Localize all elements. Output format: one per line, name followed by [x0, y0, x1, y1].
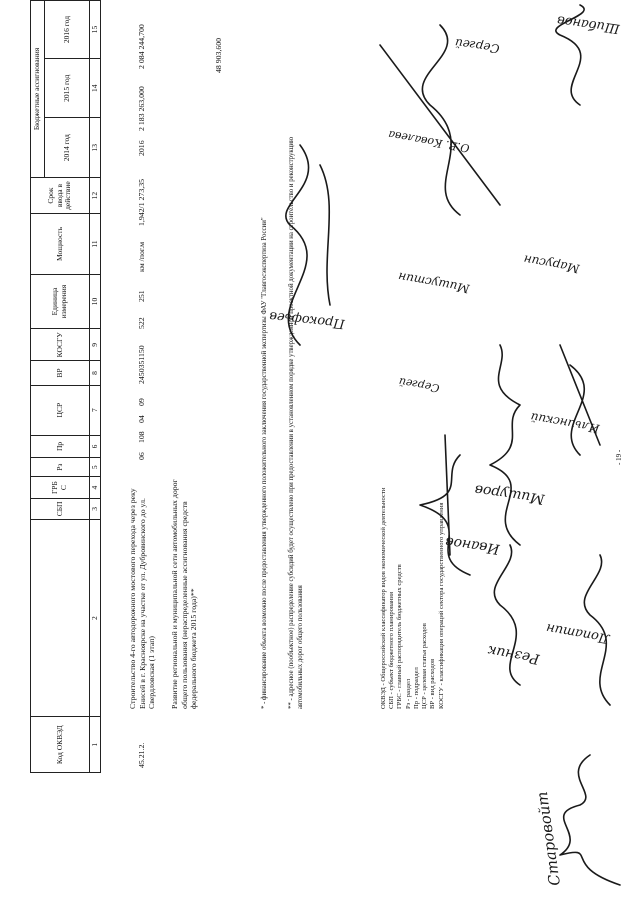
- svg-text:Иванов: Иванов: [444, 533, 501, 557]
- col-number: 3: [90, 499, 101, 520]
- header-kosgu: КОСГУ: [31, 329, 90, 361]
- legend-item: КОСГУ - классификация операций сектора государственного управления: [437, 502, 445, 709]
- header-budget-group: Бюджетные ассигнования: [31, 1, 45, 178]
- row1-spb: 06: [137, 452, 146, 460]
- legend-item: СБП - субъект бюджетного планирования: [388, 592, 396, 709]
- header-rz: Рз: [31, 458, 90, 477]
- svg-text:Шибанов: Шибанов: [556, 12, 621, 36]
- svg-text:О.В. Ковалева: О.В. Ковалева: [387, 127, 471, 155]
- svg-text:Резник: Резник: [486, 642, 541, 667]
- header-pr: Пр: [31, 435, 90, 458]
- signature: [269, 145, 347, 345]
- col-number: 5: [90, 458, 101, 477]
- svg-text:Прокофьев: Прокофьев: [268, 308, 346, 331]
- row1-unit: км /пог.м: [137, 241, 146, 272]
- row1-grbs: 108: [137, 431, 146, 443]
- header-spb: СБП: [31, 499, 90, 520]
- row1-term: 2016: [137, 140, 146, 156]
- svg-text:Марусин: Марусин: [522, 252, 581, 276]
- legend-item: ГРБС - главный распорядитель бюджетных средств: [396, 564, 404, 709]
- signature: [530, 345, 602, 455]
- row1-rz: 04: [137, 415, 146, 423]
- legend-item: ОКВЭД - Общероссийский классификатор видов экономической деятельности: [380, 487, 387, 709]
- signature: [556, 5, 622, 105]
- col-number: 4: [90, 477, 101, 499]
- signature: [474, 345, 547, 545]
- signature: [533, 755, 620, 887]
- header-year-2016: 2016 год: [45, 1, 90, 59]
- header-unit: Единица измерения: [31, 274, 90, 328]
- col-number: 7: [90, 385, 101, 435]
- signature: [398, 375, 441, 395]
- header-vr: ВР: [31, 361, 90, 385]
- svg-text:Старовойт: Старовойт: [532, 790, 564, 887]
- header-capacity: Мощность: [31, 214, 90, 275]
- footnote-star2-line2: автомобильных дорог общего пользования: [297, 585, 304, 709]
- svg-text:Сергей: Сергей: [397, 374, 441, 395]
- row1-y2014: 2 183 263,000: [137, 86, 146, 131]
- row2-y2015: 48 903,600: [214, 37, 223, 73]
- row1-okved: 45.21.2.: [137, 742, 146, 768]
- legend-item: Рз - раздел: [404, 678, 412, 709]
- col-number: 15: [90, 1, 101, 59]
- row1-capacity: 1,942/1 273,35: [137, 179, 146, 226]
- svg-text:Мишуров: Мишуров: [473, 481, 546, 507]
- col-number: 10: [90, 274, 101, 328]
- footnote-star1: * - финансирование объекта возможно после предоставления утвержденного положительного заключения государственной экспертизы ФАУ "Главгосэкспертиза России": [261, 217, 268, 709]
- legend-item: ВР - вид расходов: [429, 658, 437, 709]
- header-okved: Код ОКВЭД: [31, 717, 90, 773]
- svg-text:Лопатин: Лопатин: [545, 619, 611, 646]
- legend-item: Пр - подраздел: [412, 667, 420, 709]
- col-number: 11: [90, 214, 101, 275]
- col-number: 1: [90, 717, 101, 773]
- col-number: 13: [90, 118, 101, 177]
- row1-kosgu: 251: [137, 290, 146, 302]
- legend-item: ЦСР - целевая статья расходов: [421, 623, 429, 709]
- col-number: 12: [90, 177, 101, 213]
- col-number: 9: [90, 329, 101, 361]
- signature: [545, 555, 612, 705]
- signature: [420, 435, 502, 575]
- page-number: - 19 -: [615, 449, 623, 465]
- row1-csr: 2450351150: [137, 345, 146, 384]
- svg-text:Мишустин: Мишустин: [397, 269, 471, 296]
- col-number: 6: [90, 435, 101, 458]
- row2-name: Развитие региональной и муниципальной сети автомобильных дорог общего пользования (нераспределенные ассигнования средств федерального бюджета 2015 года)**: [170, 479, 199, 709]
- svg-text:Сергей: Сергей: [454, 35, 501, 56]
- header-grbs: ГРБ С: [31, 477, 90, 499]
- svg-text:Ильинский: Ильинский: [529, 409, 601, 436]
- col-number: 14: [90, 59, 101, 118]
- header-year-2014: 2014 год: [45, 118, 90, 177]
- signature: [397, 270, 471, 296]
- col-number: 2: [90, 519, 101, 717]
- header-term: Срок ввода в действие: [31, 177, 90, 213]
- header-csr: ЦСР: [31, 385, 90, 435]
- row1-vr: 522: [137, 317, 146, 329]
- row1-pr: 09: [137, 398, 146, 406]
- footnote-star2-line1: ** - адресное (пообъектное) распределение субсидий будет осуществлено при предоставлении в установленном порядке утвержденной проектной документации на строительство и реконструкцию: [288, 136, 295, 709]
- signature: [454, 36, 500, 56]
- signature: [486, 545, 542, 685]
- row1-y2015: 2 084 244,700: [137, 24, 146, 69]
- header-year-2015: 2015 год: [45, 59, 90, 118]
- signature: [522, 252, 581, 276]
- row1-name: Строительство 4-го автодорожного мостового перехода через реку Енисей в г. Красноярске на участке от ул. Дубровинского до ул. Свердловская (1 этап): [128, 488, 157, 709]
- col-number: 8: [90, 361, 101, 385]
